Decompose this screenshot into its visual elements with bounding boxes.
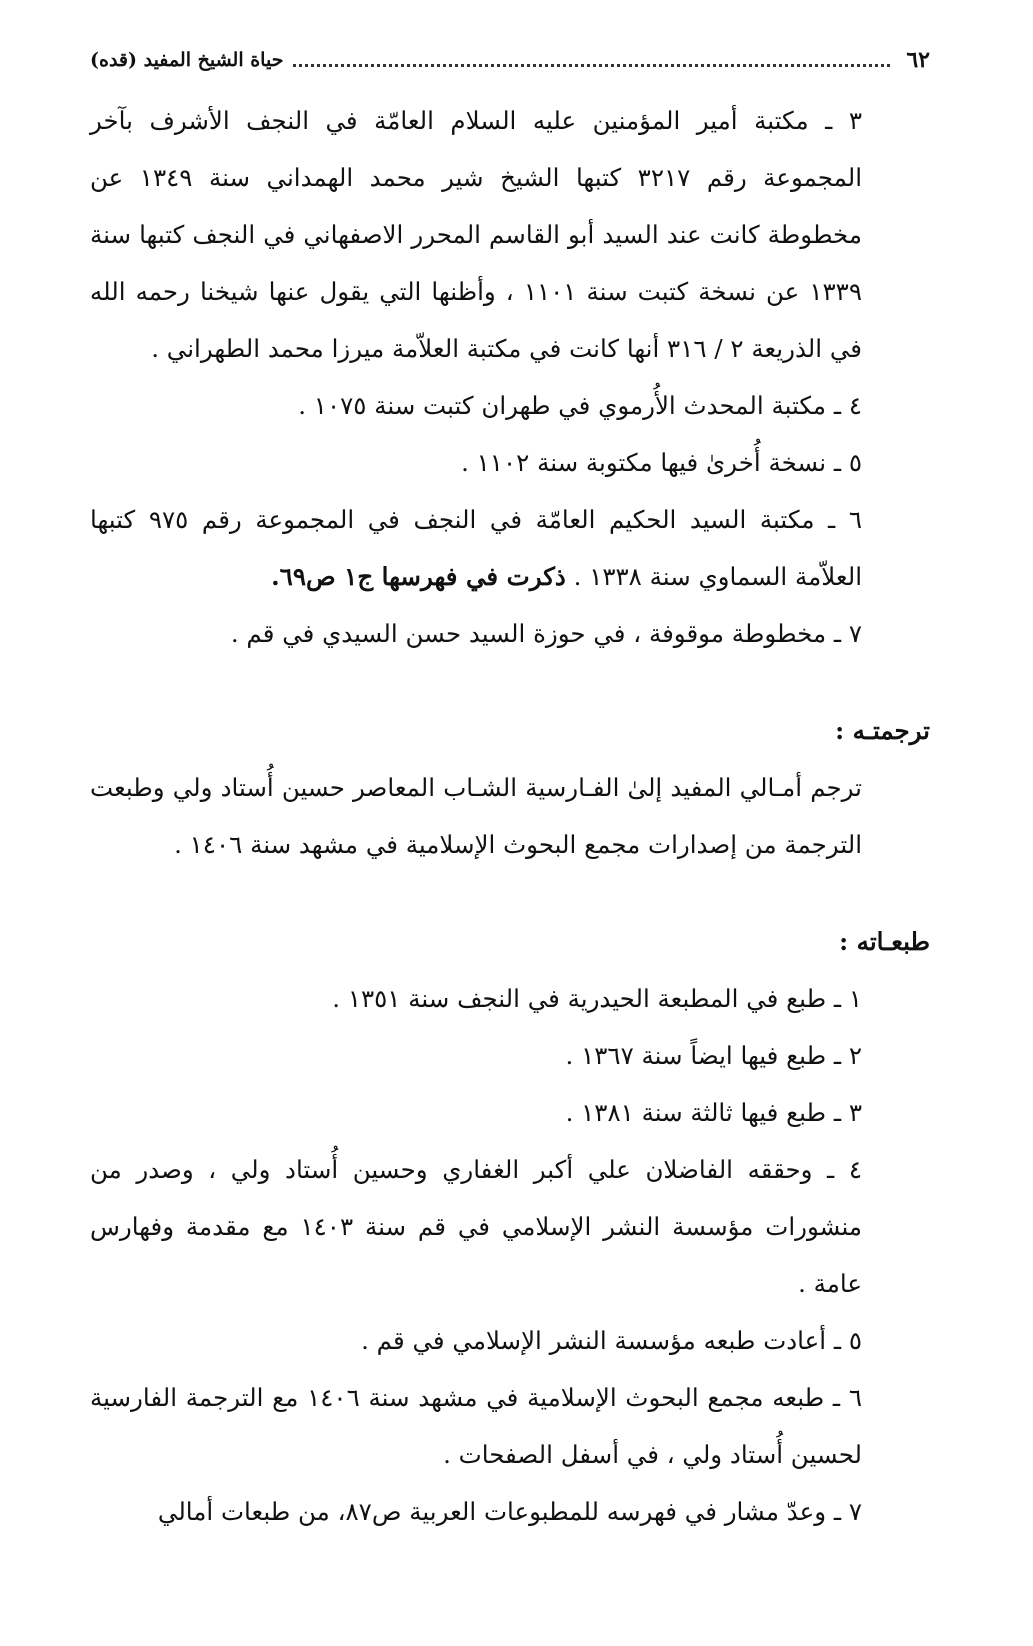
editions-heading: طبعـاته :: [839, 927, 930, 956]
manuscript-item-3: ٣ ـ مكتبة أمير المؤمنين عليه السلام العامّة في النجف الأشرف بآخر المجموعة رقم ٣٢١٧ كتبها الشيخ شير محمد الهمداني سنة ١٣٤٩ عن مخطوطة كانت عند السيد أبو القاسم المحرر الاصفهاني في النجف كتبها سنة ١٣٣٩ عن نسخة كتبت سنة ١١٠١ ، وأظنها التي يقول عنها شيخنا رحمه الله في الذريعة ٢ / ٣١٦ أنها كانت في مكتبة العلاّمة ميرزا محمد الطهراني .: [90, 106, 863, 363]
manuscript-item-6: [90, 491, 930, 605]
edition-item-1: ١ ـ طبع في المطبعة الحيدرية في النجف سنة ١٣٥١ .: [332, 984, 862, 1013]
edition-item-5: ٥ ـ أعادت طبعه مؤسسة النشر الإسلامي في قم .: [361, 1326, 862, 1355]
running-header: [90, 40, 930, 80]
manuscript-item-4: ٤ ـ مكتبة المحدث الأُرموي في طهران كتبت سنة ١٠٧٥ .: [298, 391, 862, 420]
edition-item-6: ٦ ـ طبعه مجمع البحوث الإسلامية في مشهد سنة ١٤٠٦ مع الترجمة الفارسية لحسين أُستاد ولي ، في أسفل الصفحات .: [90, 1383, 863, 1469]
edition-item-2: ٢ ـ طبع فيها ايضاً سنة ١٣٦٧ .: [565, 1041, 862, 1070]
translation-heading: ترجمتـه :: [835, 716, 930, 745]
manuscript-item-6-text: ٦ ـ مكتبة السيد الحكيم العامّة في النجف في المجموعة رقم ٩٧٥ كتبها العلاّمة السماوي سنة ١٣٣٨ .: [90, 505, 863, 591]
page-body: [90, 92, 930, 1540]
edition-item-7: ٧ ـ وعدّ مشار في فهرسه للمطبوعات العربية ص٨٧، من طبعات أمالي: [157, 1497, 862, 1526]
translation-paragraph: ترجم أمـالي المفيد إلىٰ الفـارسية الشـاب المعاصر حسين أُستاد ولي وطبعت الترجمة من إصدارات مجمع البحوث الإسلامية في مشهد سنة ١٤٠٦ .: [90, 773, 862, 859]
manuscript-item-7: ٧ ـ مخطوطة موقوفة ، في حوزة السيد حسن السيدي في قم .: [230, 619, 862, 648]
edition-item-3: ٣ ـ طبع فيها ثالثة سنة ١٣٨١ .: [565, 1098, 862, 1127]
page-number: ٦٢: [906, 47, 930, 73]
document-page: [90, 40, 930, 1540]
manuscript-item-6-note: ذكرت في فهرسها ج١ ص٦٩.: [271, 562, 566, 591]
running-title: حياة الشيخ المفيد (قده): [90, 49, 284, 71]
manuscript-item-5: ٥ ـ نسخة أُخرىٰ فيها مكتوبة سنة ١١٠٢ .: [461, 448, 862, 477]
edition-item-4: ٤ ـ وحققه الفاضلان علي أكبر الغفاري وحسين أُستاد ولي ، وصدر من منشورات مؤسسة النشر الإسلامي في قم سنة ١٤٠٣ مع مقدمة وفهارس عامة .: [90, 1155, 862, 1298]
header-dot-leader: [293, 54, 890, 67]
